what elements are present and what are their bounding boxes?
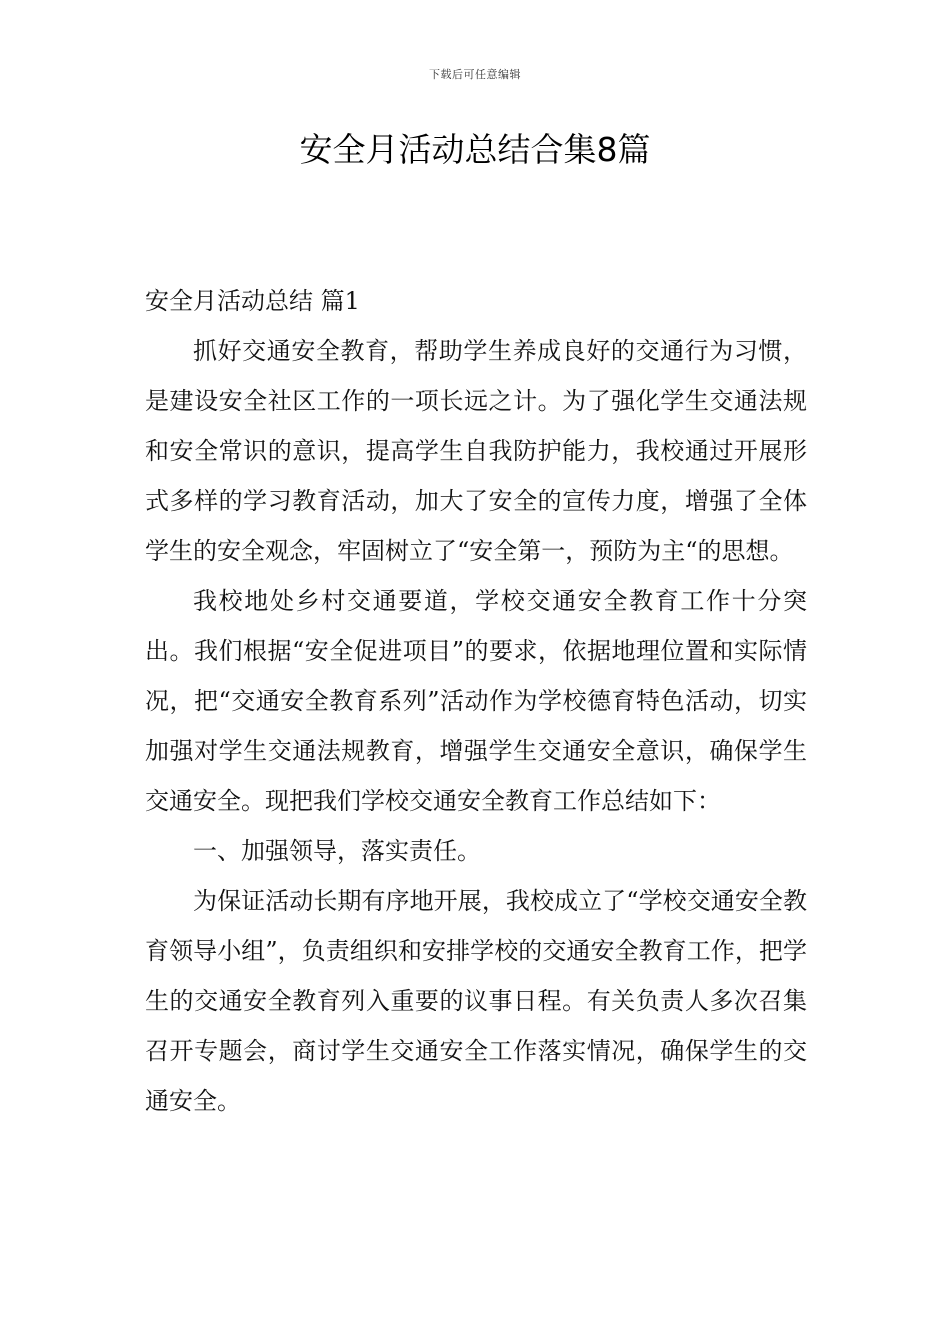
paragraph: 为保证活动长期有序地开展，我校成立了“学校交通安全教育领导小组”，负责组织和安排学校的交通安全教育工作，把学生的交通安全教育列入重要的议事日程。有关负责人多次召集召开专题会，商讨学生交通安全工作落实情况，确保学生的交通安全。 [145,887,807,1115]
paragraph: 我校地处乡村交通要道，学校交通安全教育工作十分突出。我们根据“安全促进项目”的要求，依据地理位置和实际情况，把“交通安全教育系列”活动作为学校德育特色活动，切实加强对学生交通法规教育，增强学生交通安全意识，确保学生交通安全。现把我们学校交通安全教育工作总结如下： [145,587,807,815]
document-body [145,276,807,1126]
paragraph: 一、加强领导，落实责任。 [193,837,481,865]
paragraph: 抓好交通安全教育，帮助学生养成良好的交通行为习惯，是建设安全社区工作的一项长远之计。为了强化学生交通法规和安全常识的意识，提高学生自我防护能力，我校通过开展形式多样的学习教育活动，加大了安全的宣传力度，增强了全体学生的安全观念，牢固树立了“安全第一，预防为主“的思想。 [145,337,807,565]
document-title: 安全月活动总结合集8篇 [299,130,651,169]
section-heading: 安全月活动总结 篇1 [145,287,360,315]
header-note: 下载后可任意编辑 [429,68,521,81]
